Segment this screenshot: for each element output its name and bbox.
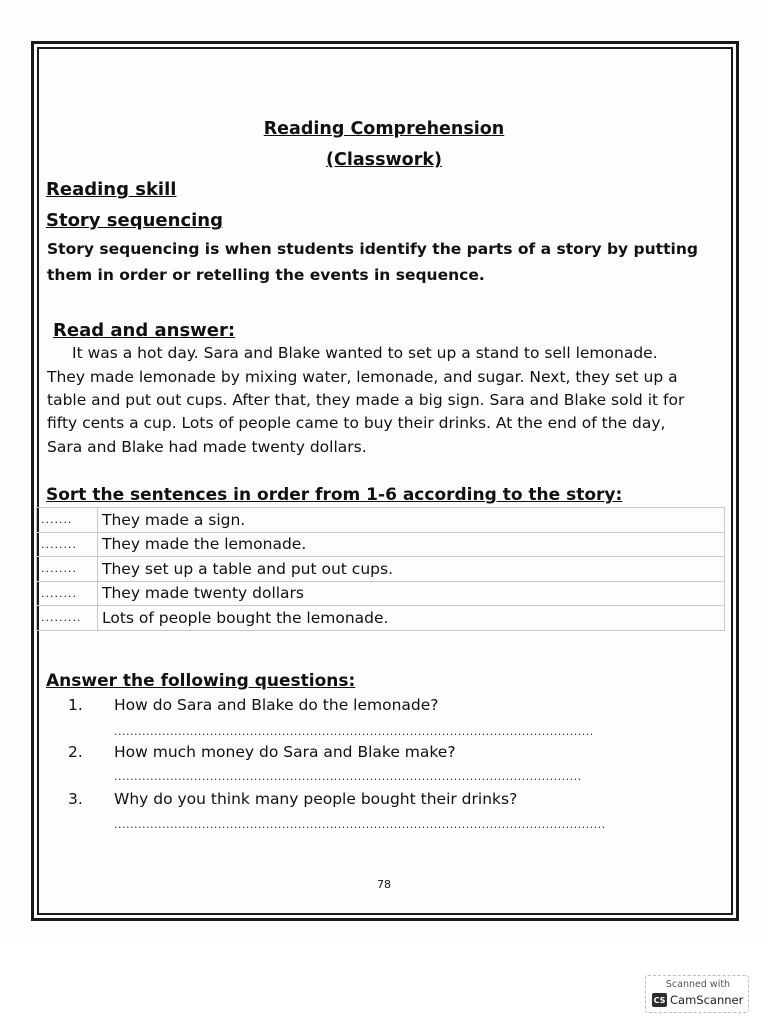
order-blank[interactable]: ........: [37, 581, 98, 606]
table-row: [37, 606, 725, 631]
table-row: [37, 508, 725, 533]
passage-line: It was a hot day. Sara and Blake wanted to set up a stand to sell lemonade.: [72, 344, 658, 362]
sort-table: [36, 507, 725, 631]
sentence-cell: They made twenty dollars: [98, 581, 725, 606]
passage-line: Sara and Blake had made twenty dollars.: [47, 438, 367, 456]
watermark-caption: Scanned with: [665, 979, 731, 990]
table-row: [37, 581, 725, 606]
page-border-inner: [37, 47, 733, 915]
watermark-brand: CamScanner: [670, 993, 744, 1007]
question-number: 1.: [68, 696, 83, 714]
definition-line: them in order or retelling the events in sequence.: [47, 266, 485, 284]
sentence-cell: They made the lemonade.: [98, 532, 725, 557]
read-answer-heading: Read and answer:: [53, 320, 236, 341]
sentence-cell: They set up a table and put out cups.: [98, 557, 725, 582]
definition-line: Story sequencing is when students identify the parts of a story by putting: [47, 240, 698, 258]
camscanner-watermark: [645, 975, 749, 1013]
page-number: 78: [377, 878, 391, 891]
page-title: Reading Comprehension: [263, 119, 505, 139]
order-blank[interactable]: .........: [37, 606, 98, 631]
table-row: [37, 532, 725, 557]
passage-line: fifty cents a cup. Lots of people came to buy their drinks. At the end of the day,: [47, 414, 666, 432]
answer-line[interactable]: .....................................................................................................................: [114, 770, 582, 783]
sentence-cell: They made a sign.: [98, 508, 725, 533]
question-number: 2.: [68, 743, 83, 761]
answer-line[interactable]: ...........................................................................................................................: [114, 818, 606, 831]
passage-line: table and put out cups. After that, they made a big sign. Sara and Blake sold it for: [47, 391, 685, 409]
skill-name: Story sequencing: [46, 210, 223, 231]
answer-line[interactable]: ........................................................................................................................: [114, 725, 594, 738]
question-text: Why do you think many people bought their drinks?: [114, 790, 518, 808]
passage-line: They made lemonade by mixing water, lemonade, and sugar. Next, they set up a: [47, 368, 678, 386]
sort-heading: Sort the sentences in order from 1-6 according to the story:: [46, 485, 623, 505]
order-blank[interactable]: ........: [37, 557, 98, 582]
question-number: 3.: [68, 790, 83, 808]
order-blank[interactable]: .......: [37, 508, 98, 533]
questions-heading: Answer the following questions:: [46, 671, 356, 691]
page-subtitle: (Classwork): [326, 150, 442, 170]
sentence-cell: Lots of people bought the lemonade.: [98, 606, 725, 631]
skill-heading: Reading skill: [46, 179, 177, 200]
question-text: How do Sara and Blake do the lemonade?: [114, 696, 439, 714]
table-row: [37, 557, 725, 582]
question-text: How much money do Sara and Blake make?: [114, 743, 456, 761]
order-blank[interactable]: ........: [37, 532, 98, 557]
camscanner-logo-icon: CS: [652, 993, 667, 1007]
